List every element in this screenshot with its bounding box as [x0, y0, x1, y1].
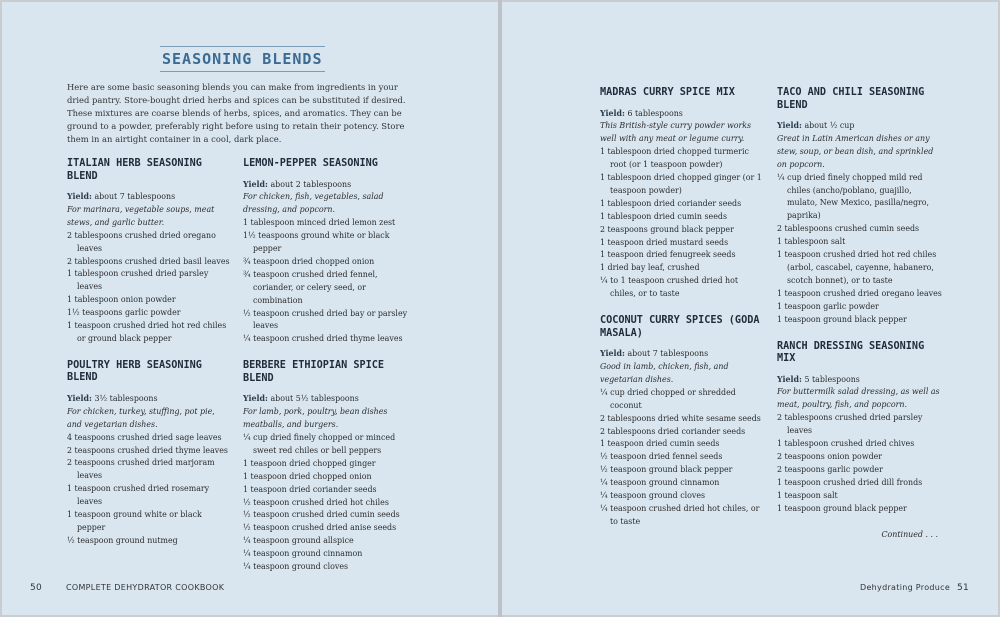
recipe — [243, 158, 415, 346]
ingredient-line: 2 tablespoons dried white sesame seeds — [600, 413, 761, 423]
yield-value: about 5½ tablespoons — [270, 394, 359, 404]
yield-value: 5 tablespoons — [804, 374, 860, 384]
recipe-title: BERBERE ETHIOPIAN SPICE BLEND — [243, 360, 385, 384]
ingredient-line: ¾ teaspoon crushed dried fennel, coriander, or celery seed, or combination — [243, 269, 378, 305]
recipe — [243, 360, 415, 574]
yield-value: about 7 tablespoons — [94, 192, 176, 201]
yield-label: Yield: — [67, 192, 92, 201]
left-running-head: COMPLETE DEHYDRATOR COOKBOOK — [66, 583, 225, 592]
ingredient-line: 1 tablespoon dried coriander seeds — [600, 198, 742, 208]
ingredient-line: 1 teaspoon garlic powder — [777, 301, 879, 311]
left-page-number: 50 — [30, 583, 43, 593]
ingredient-line: 1 dried bay leaf, crushed — [600, 263, 700, 273]
ingredient-line: ½ teaspoon ground nutmeg — [67, 535, 178, 545]
recipe-yield — [243, 179, 415, 192]
recipe-title: ITALIAN HERB SEASONING BLEND — [67, 158, 202, 182]
ingredient-line: 1 teaspoon crushed dried oregano leaves — [777, 288, 942, 298]
right-page-number: 51 — [957, 583, 970, 593]
recipe-yield — [777, 120, 942, 133]
ingredient-line: 2 teaspoons garlic powder — [777, 464, 883, 474]
yield-label: Yield: — [777, 374, 802, 384]
ingredient-line: 1 teaspoon crushed dried hot red chiles or ground black pepper — [67, 321, 227, 343]
ingredient-line: 1 tablespoon crushed dried chives — [777, 439, 915, 449]
ingredient-line: 2 teaspoons onion powder — [777, 451, 883, 461]
recipe-column-1 — [67, 158, 232, 562]
ingredient-line: ½ teaspoon crushed dried bay or parsley leaves — [243, 308, 408, 331]
ingredient-line: ¼ cup dried finely chopped mild red chiles (ancho/poblano, guajillo, mulato, New Mexico, pasilla/negro, paprika) — [777, 172, 930, 221]
recipe-description: For chicken, fish, vegetables, salad dressing, and popcorn. — [243, 192, 384, 215]
ingredient-line: 1 tablespoon onion powder — [67, 295, 176, 305]
recipe-yield — [777, 374, 942, 387]
recipe-yield — [600, 348, 765, 361]
yield-value: about 7 tablespoons — [627, 349, 709, 359]
ingredient-line: 1 teaspoon ground black pepper — [777, 503, 907, 513]
recipe — [600, 87, 765, 301]
ingredient-line: ¼ cup dried finely chopped or minced sweet red chiles or bell peppers — [243, 433, 396, 455]
yield-value: about 2 tablespoons — [270, 179, 352, 189]
recipe-description: For buttermilk salad dressing, as well as meat, poultry, fish, and popcorn. — [777, 387, 940, 410]
ingredient-line: 1 teaspoon ground black pepper — [777, 314, 907, 324]
ingredient-line: 1 tablespoon crushed dried parsley leaves — [67, 269, 209, 292]
yield-value: about ½ cup — [804, 121, 855, 130]
recipe-title: POULTRY HERB SEASONING BLEND — [67, 359, 202, 384]
recipe-yield — [243, 393, 415, 406]
ingredient-line: 2 tablespoons crushed dried oregano leaves — [67, 230, 216, 253]
ingredient-line: 2 teaspoons crushed dried marjoram leaves — [67, 458, 215, 481]
ingredient-line: ¼ teaspoon ground cloves — [243, 562, 349, 572]
recipe — [777, 87, 942, 327]
ingredient-line: 1 teaspoon crushed dried dill fronds — [777, 477, 923, 487]
recipe-title: MADRAS CURRY SPICE MIX — [600, 87, 735, 98]
recipe-yield — [600, 108, 765, 121]
ingredient-line: 1 teaspoon dried chopped ginger — [243, 458, 376, 468]
ingredient-line: ¼ to 1 teaspoon crushed dried hot chiles, or to taste — [600, 276, 739, 299]
ingredient-line: 1 teaspoon dried chopped onion — [243, 471, 372, 481]
ingredient-line: 1 teaspoon crushed dried hot red chiles (arbol, cascabel, cayenne, habanero, scotch bonnet), or to taste — [777, 250, 937, 285]
yield-label: Yield: — [600, 108, 625, 118]
ingredient-line: ¼ teaspoon crushed dried thyme leaves — [243, 334, 403, 344]
recipe-title: LEMON-PEPPER SEASONING — [243, 158, 378, 169]
recipe-description: This British-style curry powder works well with any meat or legume curry. — [600, 121, 752, 144]
ingredient-line: ½ teaspoon crushed dried cumin seeds — [243, 510, 400, 520]
recipe — [67, 158, 232, 346]
recipe — [600, 315, 765, 529]
yield-label: Yield: — [243, 179, 268, 189]
ingredient-line: 1 tablespoon dried chopped ginger (or 1 teaspoon powder) — [600, 173, 762, 195]
ingredient-line: ¾ teaspoon dried chopped onion — [243, 256, 375, 266]
intro-paragraph: Here are some basic seasoning blends you can make from ingredients in your dried pantry. Store-bought dried herbs and spices can be substituted if desired. These mixtures are coarse blends of herbs, spices, and aromatics. They can be ground to a powder, preferably right before using to retain their potency. Store them in an airtight container in a cool, dark place. — [67, 82, 406, 144]
ingredient-line: ½ teaspoon ground black pepper — [600, 465, 733, 475]
recipe-column-2 — [243, 158, 415, 588]
recipe-title: TACO AND CHILI SEASONING BLEND — [777, 87, 925, 111]
ingredient-line: ½ teaspoon crushed dried anise seeds — [243, 523, 397, 533]
ingredient-line: 1 tablespoon dried chopped turmeric root (or 1 teaspoon powder) — [600, 147, 749, 170]
recipe — [777, 341, 942, 516]
ingredient-line: 1 teaspoon dried fenugreek seeds — [600, 250, 736, 260]
yield-value: 6 tablespoons — [627, 108, 683, 118]
recipe-yield — [67, 393, 232, 406]
ingredient-line: ½ teaspoon dried fennel seeds — [600, 452, 723, 462]
yield-value: 3½ tablespoons — [94, 393, 158, 403]
ingredient-line: ¼ teaspoon ground allspice — [243, 536, 354, 546]
ingredient-line: 2 tablespoons dried coriander seeds — [600, 426, 746, 436]
ingredient-line: ¼ teaspoon ground cinnamon — [243, 549, 363, 559]
ingredient-line: 2 tablespoons crushed dried parsley leaves — [777, 413, 923, 436]
ingredient-line: 1 teaspoon dried cumin seeds — [600, 439, 720, 449]
ingredient-line: 1 tablespoon salt — [777, 237, 846, 247]
ingredient-line: ¼ teaspoon ground cloves — [600, 491, 706, 501]
ingredient-line: 2 teaspoons ground black pepper — [600, 224, 734, 234]
yield-label: Yield: — [243, 394, 268, 404]
ingredient-line: 1 teaspoon dried coriander seeds — [243, 484, 377, 494]
ingredient-line: 1 teaspoon salt — [777, 490, 838, 500]
recipe-column-4 — [777, 87, 942, 542]
recipe-description: For chicken, turkey, stuffing, pot pie, and vegetarian dishes. — [67, 406, 215, 429]
recipe-yield — [67, 191, 232, 204]
recipe-column-3 — [600, 87, 765, 543]
ingredient-line: 1½ teaspoons ground white or black pepper — [243, 231, 390, 254]
yield-label: Yield: — [600, 349, 625, 359]
recipe-title: COCONUT CURRY SPICES (GODA MASALA) — [600, 315, 760, 339]
ingredient-line: 1½ teaspoons garlic powder — [67, 308, 181, 318]
ingredient-line: ½ teaspoon crushed dried hot chiles — [243, 497, 389, 507]
ingredient-line: 1 teaspoon ground white or black pepper — [67, 510, 202, 532]
ingredient-line: 4 teaspoons crushed dried sage leaves — [67, 432, 222, 442]
yield-label: Yield: — [777, 121, 802, 130]
yield-label: Yield: — [67, 393, 92, 403]
ingredient-line: 1 tablespoon dried cumin seeds — [600, 211, 728, 221]
ingredient-line: 2 tablespoons crushed cumin seeds — [777, 224, 920, 234]
right-running-head: Dehydrating Produce — [860, 583, 951, 592]
ingredient-line: 2 tablespoons crushed dried basil leaves — [67, 256, 230, 266]
ingredient-line: 1 teaspoon dried mustard seeds — [600, 237, 729, 247]
ingredient-line: ¼ teaspoon crushed dried hot chiles, or to taste — [600, 503, 760, 526]
recipe-description: Great in Latin American dishes or any stew, soup, or bean dish, and sprinkled on popcorn. — [777, 133, 934, 169]
recipe-description: Good in lamb, chicken, fish, and vegetarian dishes. — [600, 362, 729, 384]
recipe — [67, 360, 232, 548]
recipe-description: For marinara, vegetable soups, meat stews, and garlic butter. — [67, 204, 215, 227]
ingredient-line: 1 teaspoon crushed dried rosemary leaves — [67, 484, 210, 507]
recipe-description: For lamb, pork, poultry, bean dishes meatballs, and burgers. — [243, 407, 388, 430]
ingredient-line: ¼ cup dried chopped or shredded coconut — [600, 387, 736, 410]
ingredient-line: 2 teaspoons crushed dried thyme leaves — [67, 445, 228, 455]
ingredient-line: ¼ teaspoon ground cinnamon — [600, 478, 720, 488]
continued-note: Continued . . . — [881, 530, 938, 540]
page-title: SEASONING BLENDS — [160, 46, 325, 72]
recipe-title: RANCH DRESSING SEASONING MIX — [777, 340, 925, 364]
ingredient-line: 1 tablespoon minced dried lemon zest — [243, 218, 396, 228]
